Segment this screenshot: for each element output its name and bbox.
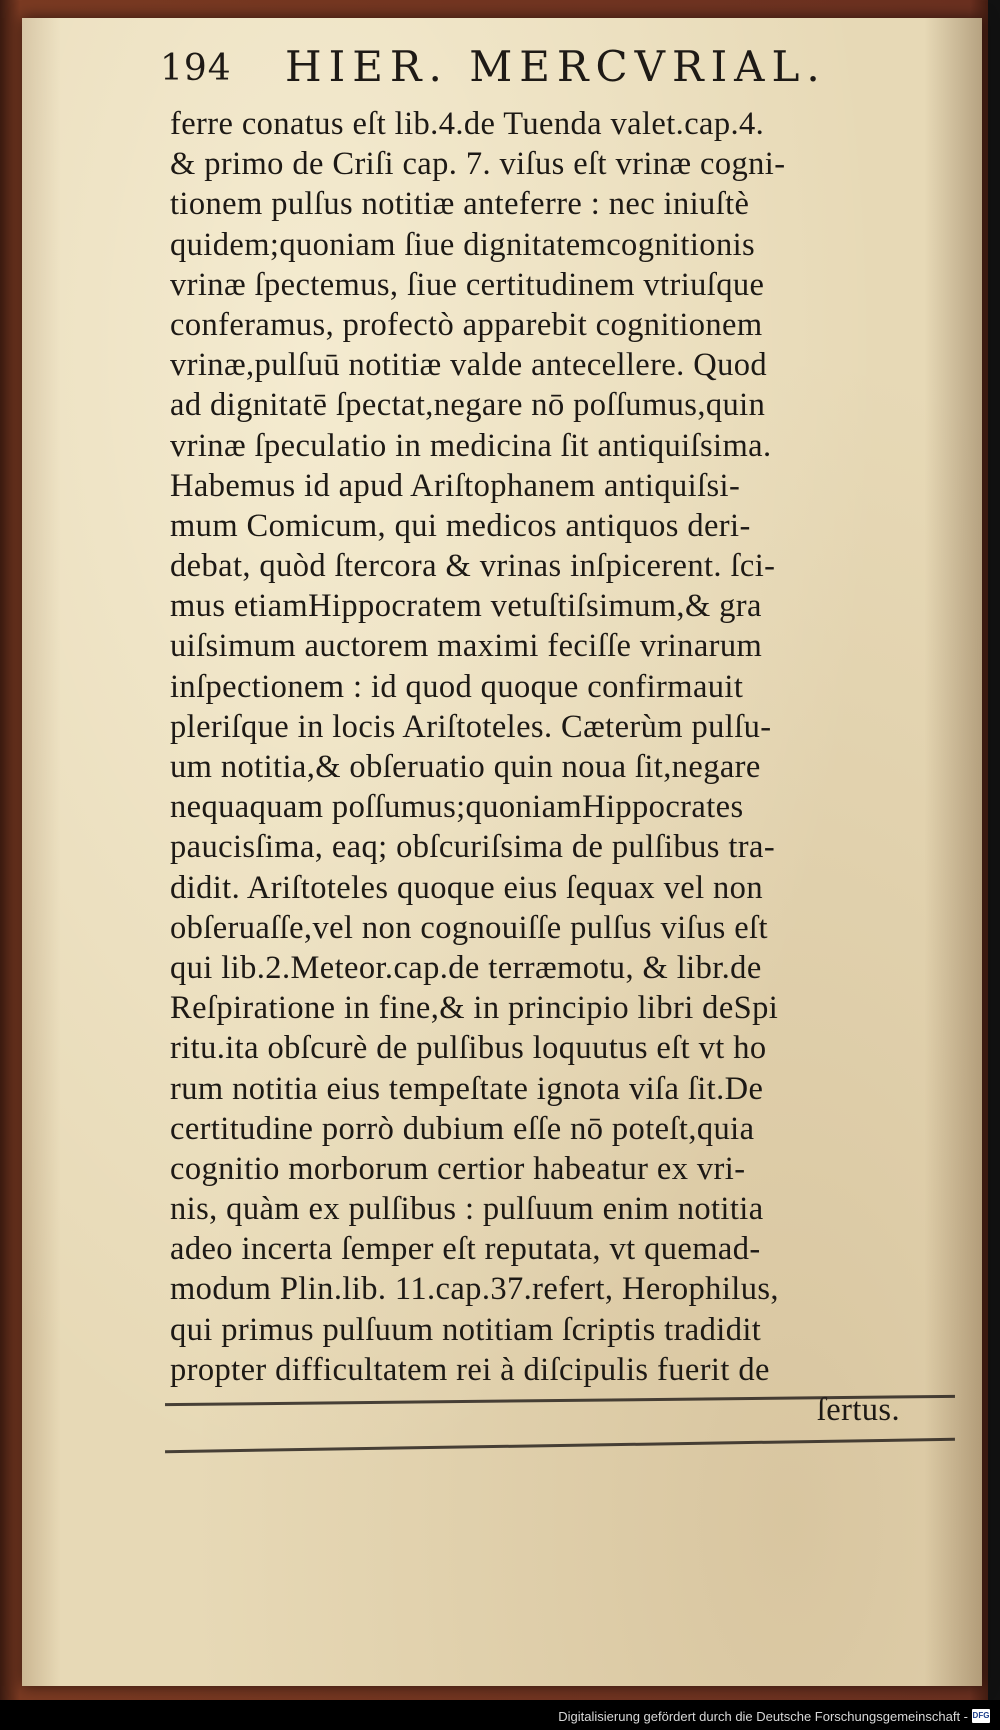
body-text [170, 104, 940, 1430]
text-line: didit. Ariſtoteles quoque eius ſequax vel non [170, 869, 763, 906]
text-line: Habemus id apud Ariſtophanem antiquiſsi- [170, 467, 741, 504]
text-line: ferre conatus eſt lib.4.de Tuenda valet.cap.4. [170, 106, 765, 142]
text-line: nequaquam poſſumus;quoniamHippocrates [170, 789, 744, 826]
book-gutter [988, 0, 1000, 1730]
text-line: ritu.ita obſcurè de pulſibus loquutus eſt vt ho [170, 1030, 767, 1067]
text-line: inſpectionem : id quod quoque confirmauit [170, 668, 744, 705]
text-line: tionem pulſus notitiæ anteferre : nec iniuſtè [170, 186, 750, 223]
text-line: conferamus, profectò apparebit cognitionem [170, 306, 763, 343]
text-line: paucisſima, eaq; obſcuriſsima de pulſibus tra- [170, 829, 776, 866]
text-line: mus etiamHippocratem vetuſtiſsimum,& gra [170, 588, 762, 625]
text-line: vrinæ ſpectemus, ſiue certitudinem vtriuſque [170, 266, 765, 303]
text-line: rum notitia eius tempeſtate ignota viſa ſit.De [170, 1070, 764, 1107]
text-line: nis, quàm ex pulſibus : pulſuum enim notitia [170, 1191, 764, 1228]
catchword: ſertus. [816, 1392, 900, 1428]
footer-bar [0, 1700, 1000, 1730]
page-number: 194 [160, 48, 232, 89]
text-line: uiſsimum auctorem maximi feciſſe vrinarum [170, 628, 763, 665]
digitization-credit: Digitalisierung gefördert durch die Deutsche Forschungsgemeinschaft - [558, 1709, 968, 1724]
text-line: propter difficultatem rei à diſcipulis fuerit de [170, 1351, 770, 1388]
text-line: cognitio morborum certior habeatur ex vri- [170, 1150, 746, 1187]
text-line: qui lib.2.Meteor.cap.de terræmotu, & libr.de [170, 949, 762, 986]
text-line: certitudine porrò dubium eſſe nō poteſt,quia [170, 1110, 755, 1147]
text-line: pleriſque in locis Ariſtoteles. Cæterùm pulſu- [170, 708, 772, 745]
page-header [160, 40, 920, 100]
text-line: obſeruaſſe,vel non cognouiſſe pulſus viſus eſt [170, 909, 768, 946]
dfg-logo-icon: DFG [972, 1709, 990, 1723]
text-line: um notitia,& obſeruatio quin noua ſit,negare [170, 749, 761, 785]
running-head: HIER. MERCVRIAL. [285, 42, 827, 91]
text-line: adeo incerta ſemper eſt reputata, vt quemad- [170, 1231, 761, 1268]
text-line: debat, quòd ſtercora & vrinas inſpicerent. ſci- [170, 548, 776, 585]
text-line: vrinæ ſpeculatio in medicina ſit antiquiſsima. [170, 427, 772, 464]
text-line: mum Comicum, qui medicos antiquos deri- [170, 507, 751, 544]
text-line: ad dignitatē ſpectat,negare nō poſſumus,quin [170, 387, 766, 424]
text-line: qui primus pulſuum notitiam ſcriptis tradidit [170, 1311, 762, 1348]
text-line: Reſpiratione in fine,& in principio libri deSpi [170, 990, 779, 1027]
text-line: vrinæ,pulſuū notitiæ valde antecellere. Quod [170, 347, 768, 384]
text-line: & primo de Criſi cap. 7. viſus eſt vrinæ cogni- [170, 146, 786, 183]
text-line: modum Plin.lib. 11.cap.37.refert, Herophilus, [170, 1271, 779, 1308]
text-line: quidem;quoniam ſiue dignitatemcognitionis [170, 226, 756, 263]
